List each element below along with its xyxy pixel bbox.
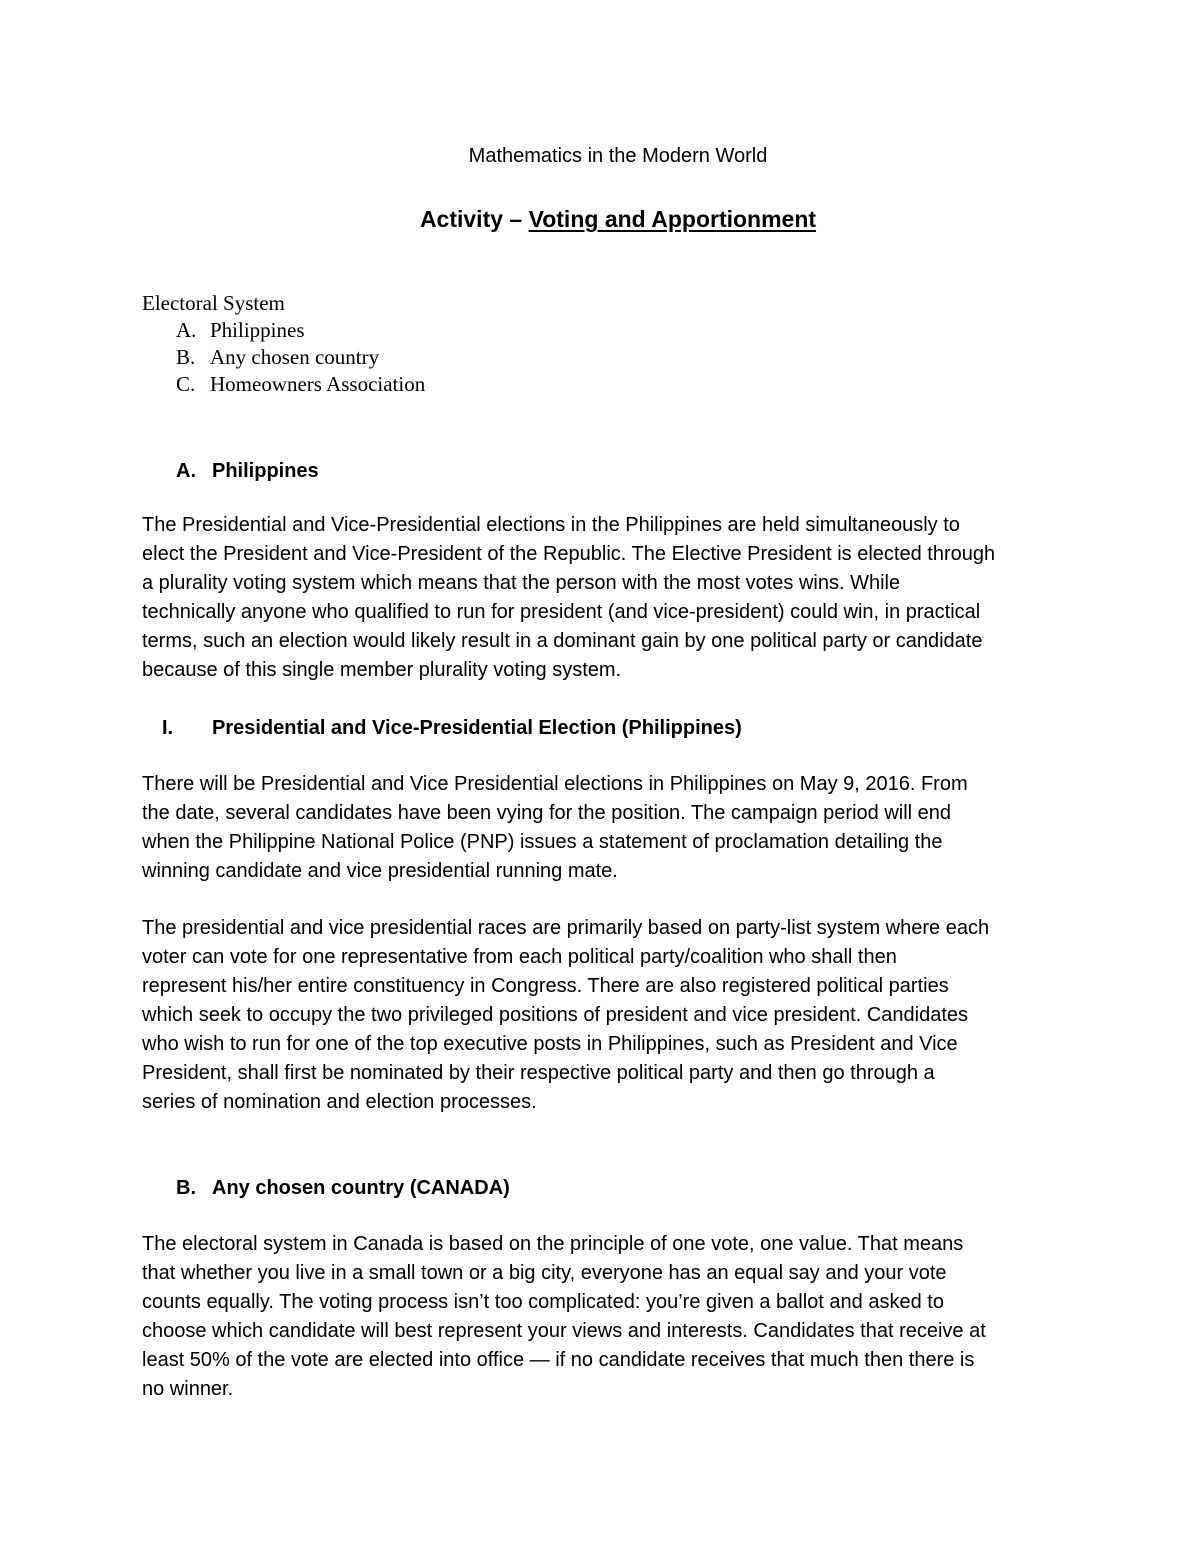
paragraph-line: which seek to occupy the two privileged positions of president and vice president. Candidates [142, 1004, 969, 1026]
paragraph-line: The presidential and vice presidential races are primarily based on party-list system where each [142, 917, 990, 939]
course-title: Mathematics in the Modern World [468, 145, 768, 167]
paragraph-line: The Presidential and Vice-Presidential elections in the Philippines are held simultaneously to [142, 514, 960, 536]
subsection-i-heading [162, 715, 742, 741]
paragraph-line: terms, such an election would likely result in a dominant gain by one political party or candidate [142, 630, 983, 652]
electoral-system-list [142, 317, 425, 398]
activity-prefix: Activity – [419, 206, 529, 232]
paragraph-line: a plurality voting system which means that the person with the most votes wins. While [142, 572, 901, 594]
section-title: Any chosen country (CANADA) [212, 1177, 510, 1199]
paragraph-line: least 50% of the vote are elected into office — if no candidate receives that much then there is [142, 1349, 975, 1371]
list-item-label: Any chosen country [210, 345, 380, 369]
electoral-system-heading: Electoral System [142, 291, 285, 315]
paragraph-line: series of nomination and election processes. [142, 1091, 537, 1113]
section-a-paragraph [142, 511, 1072, 685]
list-item-label: Homeowners Association [210, 372, 426, 396]
section-marker: B. [176, 1177, 196, 1199]
activity-title [0, 204, 1200, 234]
subsection-i-paragraph-1 [142, 770, 1072, 886]
paragraph-line: when the Philippine National Police (PNP) issues a statement of proclamation detailing the [142, 831, 943, 853]
section-marker: I. [162, 717, 174, 739]
list-item [142, 344, 425, 371]
paragraph-line: who wish to run for one of the top executive posts in Philippines, such as President and Vice [142, 1033, 958, 1055]
section-b-paragraph [142, 1230, 1072, 1404]
paragraph-line: because of this single member plurality voting system. [142, 659, 622, 681]
section-a-heading [176, 458, 319, 484]
paragraph-line: represent his/her entire constituency in Congress. There are also registered political parties [142, 975, 949, 997]
list-item-label: Philippines [210, 318, 305, 342]
section-title: Presidential and Vice-Presidential Election (Philippines) [212, 717, 742, 739]
paragraph-line: President, shall first be nominated by their respective political party and then go through a [142, 1062, 935, 1084]
paragraph-line: the date, several candidates have been vying for the position. The campaign period will end [142, 802, 952, 824]
paragraph-line: no winner. [142, 1378, 234, 1400]
section-title: Philippines [212, 460, 319, 482]
paragraph-line: The electoral system in Canada is based on the principle of one vote, one value. That means [142, 1233, 964, 1255]
paragraph-line: elect the President and Vice-President of the Republic. The Elective President is elected through [142, 543, 996, 565]
paragraph-line: choose which candidate will best represent your views and interests. Candidates that receive at [142, 1320, 986, 1342]
list-marker: A. [176, 318, 197, 342]
section-b-heading [176, 1175, 510, 1201]
electoral-system-block [142, 290, 425, 398]
list-item [142, 317, 425, 344]
subsection-i-paragraph-2 [142, 914, 1072, 1117]
list-item [142, 371, 425, 398]
list-marker: B. [176, 345, 196, 369]
paragraph-line: There will be Presidential and Vice Presidential elections in Philippines on May 9, 2016. From [142, 773, 968, 795]
paragraph-line: counts equally. The voting process isn’t too complicated: you’re given a ballot and asked to [142, 1291, 944, 1313]
paragraph-line: winning candidate and vice presidential running mate. [142, 860, 618, 882]
section-marker: A. [176, 460, 196, 482]
paragraph-line: that whether you live in a small town or a big city, everyone has an equal say and your vote [142, 1262, 947, 1284]
paragraph-line: voter can vote for one representative from each political party/coalition who shall then [142, 946, 897, 968]
list-marker: C. [176, 372, 196, 396]
activity-topic: Voting and Apportionment [528, 206, 817, 232]
paragraph-line: technically anyone who qualified to run for president (and vice-president) could win, in practical [142, 601, 981, 623]
